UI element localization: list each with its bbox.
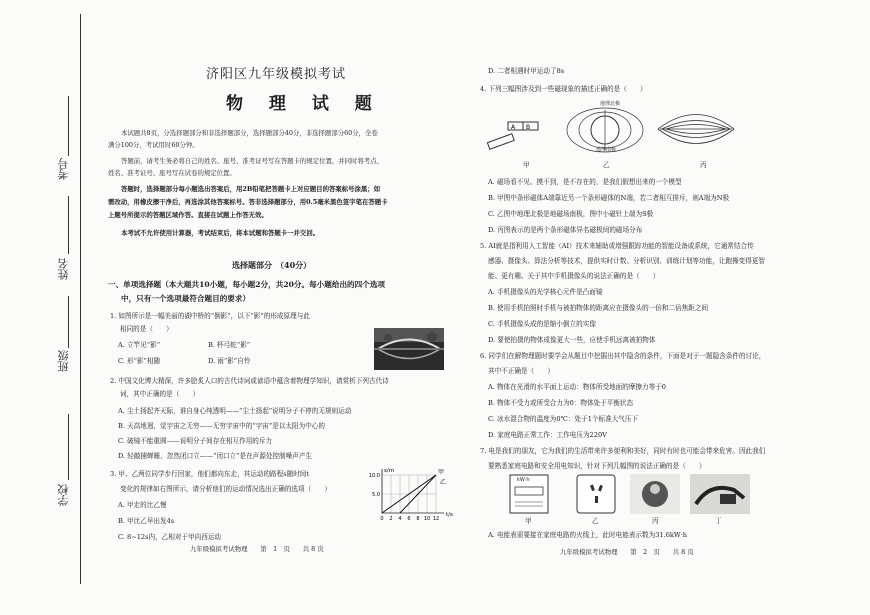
q6-option-a: A. 物体在光滑的水平面上运动：物体所受地面的摩擦力等于0	[488, 383, 666, 391]
class-label: 班级	[57, 350, 70, 372]
q4-option-a: A. 磁场看不见、摸不到，是不存在的，是我们假想出来的一个模型	[488, 178, 682, 186]
svg-text:A: A	[511, 124, 516, 131]
chart-series	[382, 468, 446, 513]
earth-south-label: 地理南极	[596, 147, 617, 153]
section-title: 选择题部分 （40分）	[232, 260, 312, 270]
svg-text:B: B	[526, 124, 531, 131]
series-label-1: 甲	[438, 469, 445, 476]
x-axis-label: t/s	[446, 512, 453, 518]
q3-option-b: B. 甲比乙早出发4s	[118, 517, 175, 525]
plug-hand-figure	[690, 474, 750, 514]
q1-stem-2: 相同的是（ ）	[120, 325, 173, 333]
q7-stem-1: 7. 电是我们的朋友，它为我们的生活带来许多便利和美好，同时有时也可能会带来危害。因此我们	[480, 447, 766, 455]
q4-option-c: C. 乙图中地理北极是地磁场南极，图中小磁针上端为S极	[488, 210, 654, 218]
y-axis-label: s/m	[384, 468, 395, 474]
magnet-figure-jia	[484, 112, 554, 158]
q7-fig-label-yi: 乙	[592, 517, 599, 525]
q3-option-c: C. 8~12s内，乙相对于甲向西运动	[118, 533, 222, 541]
x-tick-label: 12	[432, 516, 440, 522]
section-heading-2: 中，只有一个选项最符合题目的要求）	[121, 294, 251, 303]
q6-stem-1: 6. 同学们在解物理题时要学会从题目中挖掘出其中隐含的条件，下面是对于一题隐含条件的讨论，	[480, 352, 766, 360]
x-tick-label: 0	[380, 516, 384, 522]
school-label: 学校	[57, 484, 70, 506]
q1-option-c: C. 形“影”相随	[118, 357, 161, 365]
subject-title: 物 理 试 题	[226, 94, 382, 114]
meter-unit-label: kW·h	[517, 477, 530, 483]
q5-stem-3: 能、更有趣。关于其中手机摄像头的说法正确的是（ ）	[488, 272, 660, 280]
q5-option-b: B. 使用手机拍照时手机与被拍物体的距离应在摄像头的一倍和二倍焦距之间	[488, 304, 709, 312]
electric-shock-figure	[630, 474, 680, 514]
bridge-reflection-photo	[374, 328, 444, 370]
magnetic-field-lines-figure	[656, 106, 736, 152]
s-t-graph	[356, 465, 452, 523]
x-tick-label: 10	[423, 516, 431, 522]
q5-option-d: D. 要使拍摄的物体成像更大一些，应使手机远离被拍物体	[488, 336, 656, 344]
q3-stem-1: 3. 甲、乙两位同学步行回家，他们都向东走，其运动的路程s随时间t	[110, 470, 310, 478]
q6-option-c: C. 冰水混合物的温度为0℃：处于1个标准大气压下	[488, 415, 639, 423]
exam-title: 济阳区九年级模拟考试	[206, 67, 347, 82]
q6-option-d: D. 家庭电路正常工作：工作电压为220V	[488, 431, 607, 439]
x-tick-label: 8	[416, 516, 420, 522]
left-footer: 九年级模拟考试物理 第 1 页 共 8 页	[190, 545, 324, 553]
earth-north-label: 地理北极	[600, 101, 621, 107]
school-blank	[68, 414, 69, 480]
x-tick-label: 2	[389, 516, 393, 522]
exam-no-blank	[68, 96, 69, 156]
intro-line-1: 本试题共8页，分选择题部分和非选择题部分，选择题部分40分，非选择题部分60分，全卷	[121, 129, 378, 137]
x-tick-label: 6	[407, 516, 411, 522]
q5-stem-1: 5. AI就是指利用人工智能（AI）技术来辅助或增强跟踪功能的智能设备或系统，它通常结合传	[480, 242, 754, 250]
q5-option-c: C. 手机摄像头成的是缩小倒立的实像	[488, 320, 596, 328]
exam-no-label: 考号	[57, 158, 70, 180]
intro-line-3: 答题前，请考生务必将自己的姓名、座号、准考证号写在答题卡的规定位置，并同时将考点、	[121, 157, 384, 165]
q3-option-a: A. 甲走的比乙慢	[118, 501, 167, 509]
q4-option-b: B. 甲图中条形磁体A端靠近另一个条形磁体的N端，若二者相互排斥，则A端为N极	[488, 194, 730, 202]
q7-fig-label-jia: 甲	[525, 517, 532, 525]
q4-option-d: D. 丙图表示的是两个条形磁体异名磁极间的磁场分布	[488, 226, 643, 234]
y-tick-label: 10.0	[368, 473, 380, 479]
q7-option-a: A. 电能表需要接在家庭电路的火线上，此时电能表示数为31.6kW·h	[488, 531, 687, 539]
q6-option-b: B. 物体不受力或所受合力为0：物体处于平衡状态	[488, 399, 634, 407]
q5-stem-2: 感器、摄像头、算法分析等技术，提供实时计数、分析识别、训练计划等功能，让跑操变得更智	[488, 257, 765, 265]
right-footer: 九年级模拟考试物理 第 2 页 共 8 页	[560, 548, 694, 556]
intro-line-6: 需改动，用橡皮擦干净后，再选涂其他答案标号。答非选择题部分，用0.5毫米黑色签字笔在答题卡	[108, 198, 388, 206]
x-tick-label: 4	[398, 516, 402, 522]
q5-option-a: A. 手机摄像头的光学核心元件是凸面镜	[488, 288, 603, 296]
q2-option-d: D. 轻敲捕蝉睡，忽然闭口立——“闭口立”是在声源处控制噪声产生	[118, 452, 313, 460]
q7-stem-2: 要熟悉家庭电路和安全用电知识，针对下列几幅图的说法正确的是（ ）	[488, 462, 706, 470]
q4-stem: 4. 下列三幅图涉及到一些磁现象的描述正确的是（ ）	[480, 85, 647, 93]
q2-stem-2: 词，其中正确的是（ ）	[120, 390, 200, 398]
q1-stem-1: 1. 如图所示是一幅美丽的湖中桥的“倒影”，以下“影”的形成原理与此	[110, 312, 310, 320]
q7-fig-label-bing: 丙	[652, 517, 659, 525]
intro-line-4: 姓名、准考证号、座号写在试卷的规定位置。	[108, 169, 236, 177]
q4-fig-label-yi: 乙	[603, 161, 610, 169]
q7-fig-label-ding: 丁	[715, 517, 722, 525]
binding-line	[80, 14, 81, 584]
section-heading-1: 一、单项选择题（本大题共10小题，每小题2分，共20分。每小题给出的四个选项	[108, 280, 386, 289]
intro-line-7: 上题号所提示的答题区域作答。直接在试题上作答无效。	[108, 211, 268, 219]
power-socket-figure	[576, 474, 616, 514]
series-label-2: 乙	[440, 479, 447, 486]
class-blank	[68, 296, 69, 348]
y-tick-label: 5.0	[372, 492, 380, 498]
q6-stem-2: 其中不正确是（ ）	[488, 367, 554, 375]
intro-line-2: 满分100分，考试用时60分钟。	[108, 141, 199, 149]
q3-option-d: D. 二者相遇时甲运动了8s	[488, 67, 565, 75]
q1-option-a: A. 立竿见“影”	[118, 341, 161, 349]
q3-stem-2: 变化的规律如右图所示，请分析他们的运动情况选出正确的选项（ ）	[120, 485, 331, 493]
q4-fig-label-jia: 甲	[523, 161, 530, 169]
q2-option-b: B. 天高地迥，觉宇宙之无穷——无穷宇宙中的“宇宙”是以太阳为中心的	[118, 422, 325, 430]
q1-option-b: B. 杯弓蛇“影”	[208, 341, 251, 349]
q2-option-a: A. 尘土扬起齐天际，谁自身心纯透明——“尘土扬起”说明分子不停的无规则运动	[118, 407, 352, 415]
q4-fig-label-bing: 丙	[700, 161, 707, 169]
name-blank	[68, 196, 69, 254]
name-label: 姓名	[57, 258, 70, 280]
q2-stem-1: 2. 中国文化博大精深，许多脍炙人口的古代诗词或谚语中蕴含着物理学知识，请赏析下列古代诗	[110, 377, 389, 385]
q1-option-d: D. 雨“影”自怜	[208, 357, 251, 365]
intro-line-5: 答题时，选择题部分每小题选出答案后，用2B铅笔把答题卡上对应题目的答案标号涂黑；如	[121, 185, 381, 193]
intro-line-8: 本考试不允许使用计算器，考试结束后，将本试题和答题卡一并交回。	[121, 229, 320, 237]
q2-option-c: C. 破镜不能重圆——说明分子间存在相互作用的斥力	[118, 437, 273, 445]
